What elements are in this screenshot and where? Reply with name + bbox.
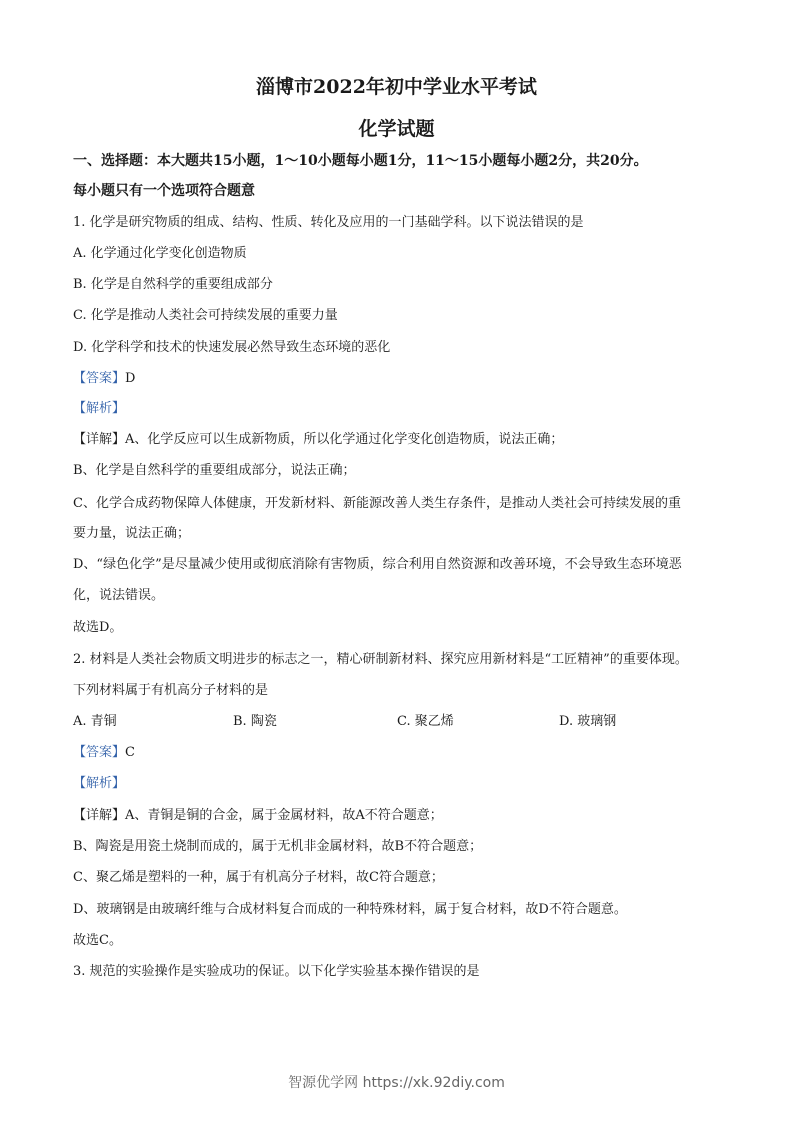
q1-stem: 1. 化学是研究物质的组成、结构、性质、转化及应用的一门基础学科。以下说法错误的是 [73, 215, 584, 230]
q1-detail-line: D、“绿色化学”是尽量减少使用或彻底消除有害物质，综合利用自然资源和改善环境，不会导致生态环境恶 [73, 557, 682, 572]
detail-tag: 【详解】 [73, 432, 126, 447]
q2-option-a: A. 青铜 [73, 714, 117, 729]
q2-detail-line: C、聚乙烯是塑料的一种，属于有机高分子材料，故C符合题意； [73, 870, 444, 885]
q2-detail-line [73, 807, 723, 825]
section-heading-line1: 一、选择题：本大题共15小题，1～10小题每小题1分，11～15小题每小题2分，共20分。 [73, 153, 648, 169]
answer-tag: 【答案】 [73, 371, 126, 386]
section-heading-line2: 每小题只有一个选项符合题意 [73, 183, 255, 199]
q1-option-c: C. 化学是推动人类社会可持续发展的重要力量 [73, 308, 338, 323]
q1-option-a: A. 化学通过化学变化创造物质 [73, 246, 247, 261]
page-title: 淄博市2022年初中学业水平考试 [256, 76, 537, 98]
page-subtitle: 化学试题 [358, 118, 435, 140]
q1-detail-line: B、化学是自然科学的重要组成部分，说法正确； [73, 463, 356, 478]
q2-detail-line: B、陶瓷是用瓷土烧制而成的，属于无机非金属材料，故B不符合题意； [73, 839, 483, 854]
analysis-tag: 【解析】 [73, 776, 126, 791]
q2-analysis [73, 775, 723, 793]
answer-value: D [125, 371, 136, 386]
q2-answer [73, 744, 723, 762]
q1-option-d: D. 化学科学和技术的快速发展必然导致生态环境的恶化 [73, 340, 391, 355]
q2-option-b: B. 陶瓷 [233, 714, 277, 729]
q1-conclusion: 故选D。 [73, 620, 123, 635]
q2-option-c: C. 聚乙烯 [397, 714, 454, 729]
q2-stem-line2: 下列材料属于有机高分子材料的是 [73, 683, 269, 698]
q2-conclusion: 故选C。 [73, 933, 122, 948]
q2-option-d: D. 玻璃钢 [559, 714, 617, 729]
q1-answer [73, 370, 723, 388]
q1-detail-line [73, 431, 723, 449]
footer-watermark[interactable]: 智源优学网 https://xk.92diy.com [288, 1075, 505, 1091]
q2-detail-line: D、玻璃钢是由玻璃纤维与合成材料复合而成的一种特殊材料，属于复合材料，故D不符合题意。 [73, 902, 627, 917]
q1-analysis [73, 400, 723, 418]
q3-stem: 3. 规范的实验操作是实验成功的保证。以下化学实验基本操作错误的是 [73, 964, 480, 979]
answer-tag: 【答案】 [73, 745, 126, 760]
q1-detail-line: C、化学合成药物保障人体健康，开发新材料、新能源改善人类生存条件，是推动人类社会可持续发展的重 [73, 496, 681, 511]
q1-detail-line: 要力量，说法正确； [73, 526, 191, 541]
q1-option-b: B. 化学是自然科学的重要组成部分 [73, 277, 273, 292]
q2-stem-line1: 2. 材料是人类社会物质文明进步的标志之一，精心研制新材料、探究应用新材料是“工匠精神”的重要体现。 [73, 652, 688, 667]
answer-value: C [125, 745, 135, 760]
q1-detail-line: 化，说法错误。 [73, 588, 165, 603]
detail-text: A、化学反应可以生成新物质，所以化学通过化学变化创造物质，说法正确； [125, 432, 564, 447]
detail-text: A、青铜是铜的合金，属于金属材料，故A不符合题意； [125, 808, 443, 823]
detail-tag: 【详解】 [73, 808, 126, 823]
analysis-tag: 【解析】 [73, 401, 126, 416]
